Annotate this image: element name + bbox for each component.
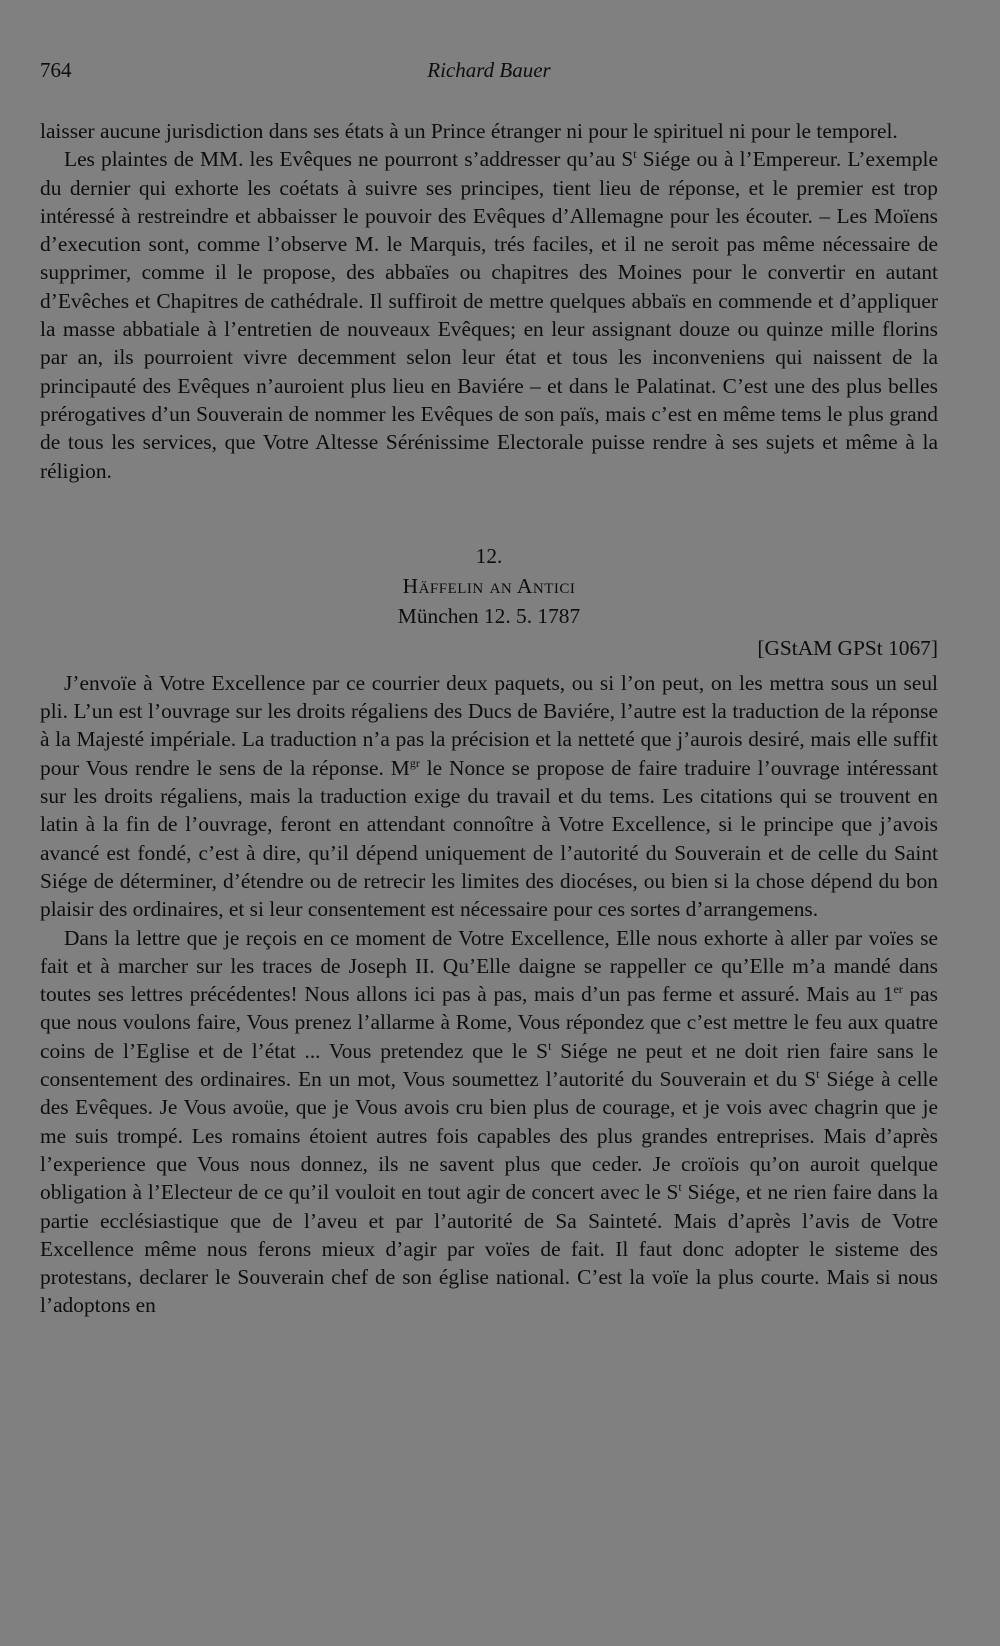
paragraph-text: Dans la lettre que je reçois en ce moment de Votre Excellence, Elle nous exhorte à aller par voïes se fait et à marcher sur les traces de Joseph II. Qu’Elle daigne se rappeller ce qu’Elle m’a mandé dans toutes ses lettres précédentes! Nous allons ici pas à pas, mais d’un pas ferme et assuré. Mais au 1 — [40, 925, 938, 1007]
superscript: er — [893, 982, 903, 997]
document-place-date: München 12. 5. 1787 — [397, 603, 581, 628]
paragraph-text: laisser aucune jurisdiction dans ses états à un Prince étranger ni pour le spirituel ni pour le temporel. — [40, 119, 898, 143]
document-header — [40, 541, 938, 631]
paragraph — [40, 924, 938, 1320]
continued-letter-text — [40, 117, 938, 485]
document-text — [40, 669, 938, 1320]
paragraph — [40, 145, 938, 485]
superscript: t — [633, 147, 637, 162]
document-number: 12. — [475, 543, 503, 568]
paragraph-text: Siége à celle des Evêques. Je Vous avoüe, que je Vous avois cru bien plus de courage, et je vois avec chagrin que je me suis trompé. Les romains étoient autres fois capables des plus grandes entreprises. Mais d’après l’experience que Vous nous donnez, ils ne savent plus que ceder. Je croïois qu’on auroit quelque obligation à l’Electeur de ce qu’il vouloit en tout agir de concert avec le S — [40, 1067, 938, 1205]
paragraph-text: Les plaintes de MM. les Evêques ne pourront s’addresser qu’au S — [64, 147, 634, 172]
paragraph-text: pas que nous voulons faire, Vous prenez l’allarme à Rome, Vous répondez que c’est mettre le feu aux quatre coins de l’Eglise et de l’état ... Vous pretendez que le S — [40, 982, 938, 1063]
paragraph — [40, 117, 938, 145]
paragraph-text: le Nonce se propose de faire traduire l’ouvrage intéressant sur les droits régaliens, mais la traduction exige du travail et du tems. Les citations qui se trouvent en latin à la fin de l’ouvrage, feront en attendant connoître à Votre Excellence, si le principe que j’avois avancé est fondé, c’est à dire, qu’il dépend uniquement de l’autorité du Souverain et de celle du Saint Siége de déterminer, d’étendre ou de retrecir les limites des diocéses, ou bien si la chose dépend du bon plaisir des ordinaires, et si leur consentement est nécessaire pour ces sortes d’arrangemens. — [40, 755, 938, 922]
paragraph-text: J’envoïe à Votre Excellence par ce courrier deux paquets, ou si l’on peut, on les mettra sous un seul pli. L’un est l’ouvrage sur les droits régaliens des Ducs de Baviére, l’autre est la traduction de la réponse à la Majesté impériale. La traduction n’a pas la précision et la netteté que j’aurois desiré, mais elle suffit pour Vous rendre le sens de la réponse. M — [40, 670, 938, 780]
document-heading: Häffelin an Antici — [402, 573, 576, 598]
superscript: t — [678, 1180, 682, 1195]
running-title: Richard Bauer — [427, 58, 551, 82]
archive-reference: [GStAM GPSt 1067] — [757, 635, 938, 660]
superscript: t — [816, 1067, 820, 1082]
paragraph-text: Siége, et ne rien faire dans la partie ecclésiastique que de l’aveu et par l’autorité de Sa Sainteté. Mais d’après l’avis de Votre Excellence même nous ferons mieux d’agir par voïes de fait. Il faut donc adopter le sisteme des protestans, declarer le Souverain chef de son église national. C’est la voïe la plus courte. Mais si nous l’adoptons en — [40, 1180, 938, 1318]
superscript: t — [548, 1038, 552, 1053]
running-head — [40, 58, 938, 88]
page-number: 764 — [40, 58, 72, 82]
paragraph-text: Siége ou à l’Empereur. L’exemple du dernier qui exhorte les coétats à suivre ses principes, tient lieu de réponse, et le premier est trop intéressé à restreindre et abbaisser le pouvoir des Evêques d’Allemagne pour les écouter. – Les Moïens d’execution sont, comme l’observe M. le Marquis, trés faciles, et il ne seroit pas même nécessaire de supprimer, comme il le propose, des abbaïes ou chapitres des Moines pour le convertir en autant d’Evêches et Chapitres de cathédrale. Il suffiroit de mettre quelques abbaïs en commende et d’appliquer la masse abbatiale à l’entretien de nouveaux Evêques; en leur assignant douze ou quinze mille florins par an, ils pourroient vivre decemment selon leur état et tous les inconveniens qui naissent de la principauté des Evêques n’auroient plus lieu en Baviére – et dans le Palatinat. C’est une des plus belles prérogatives d’un Souverain de nommer les Evêques de son païs, mais c’est en même tems le plus grand de tous les services, que Votre Altesse Sérénissime Electorale puisse rendre à ses sujets et même à la réligion. — [40, 147, 938, 483]
book-page — [0, 58, 1000, 1646]
superscript: gr — [409, 755, 420, 770]
paragraph — [40, 669, 938, 924]
paragraph-text: Siége ne peut et ne doit rien faire sans le consentement des ordinaires. En un mot, Vous soumettez l’autorité du Souverain et du S — [40, 1038, 938, 1092]
